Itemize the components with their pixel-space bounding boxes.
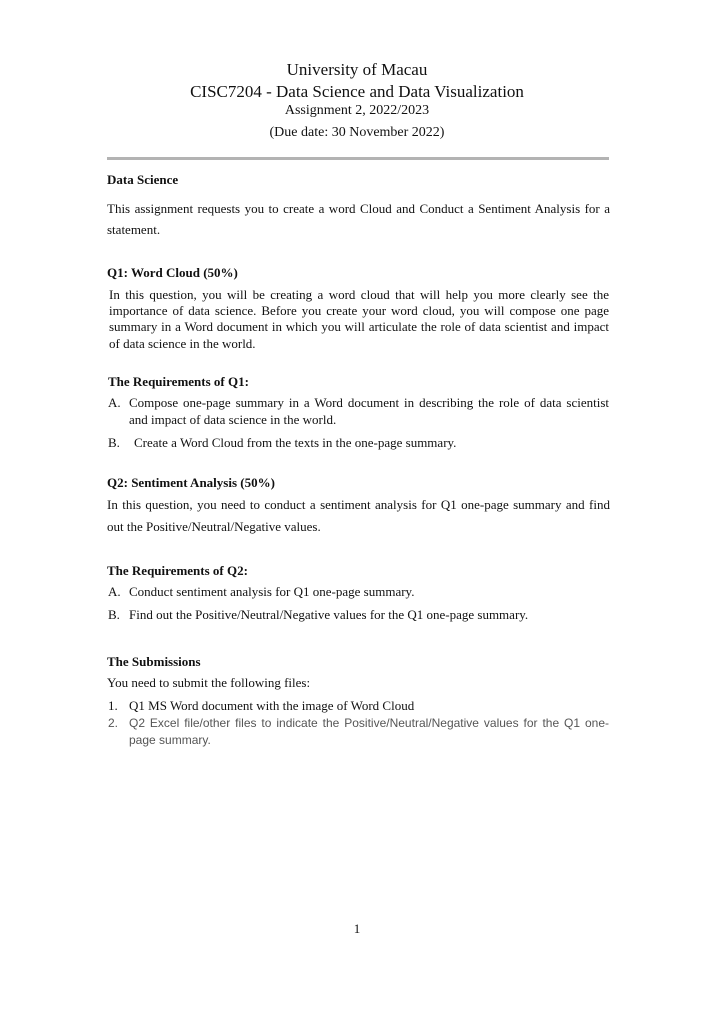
intro-line-1: This assignment requests you to create a word Cloud and Conduct a Sentiment Analysis for a [107,201,610,216]
intro-line-2: statement. [107,222,161,237]
q1-line-1: In this question, you will be creating a word cloud that will help you more clearly see the [109,287,609,302]
req-q1-a-line-1: Compose one-page summary in a Word document in describing the role of data scientist [129,395,609,410]
req-q2-a-text: Conduct sentiment analysis for Q1 one-page summary. [129,584,415,599]
req-q1-a-line-2: and impact of data science in the world. [129,412,337,427]
req-q1-a-marker: A. [108,395,121,410]
section-heading-q1: Q1: Word Cloud (50%) [107,265,238,280]
submission-item-2-line-1: Q2 Excel file/other files to indicate the Positive/Neutral/Negative values for the Q1 one- [129,716,609,730]
section-heading-q2: Q2: Sentiment Analysis (50%) [107,475,275,490]
q1-line-3: summary in a Word document in which you will articulate the role of data scientist and impact [109,319,609,334]
req-q2-b-marker: B. [108,607,120,622]
assignment-title: Assignment 2, 2022/2023 [284,103,430,118]
req-q2-a-marker: A. [108,584,121,599]
submissions-intro: You need to submit the following files: [107,675,311,690]
university-title: University of Macau [286,60,428,79]
due-date: (Due date: 30 November 2022) [269,125,445,140]
header-divider [107,157,609,160]
section-heading-req-q1: The Requirements of Q1: [108,374,249,389]
req-q2-b-text: Find out the Positive/Neutral/Negative values for the Q1 one-page summary. [129,607,529,622]
q1-line-2: importance of data science. Before you create your word cloud, you will compose one page [109,303,609,318]
section-heading-submissions: The Submissions [107,654,201,669]
q2-line-1: In this question, you need to conduct a sentiment analysis for Q1 one-page summary and find [107,497,610,512]
submission-item-2-marker: 2. [108,716,119,730]
submission-item-1-text: Q1 MS Word document with the image of Word Cloud [129,698,415,713]
q1-line-4: of data science in the world. [109,336,256,351]
submission-item-1-marker: 1. [108,698,118,713]
req-q1-b-text: Create a Word Cloud from the texts in the one-page summary. [134,435,457,450]
req-q1-b-marker: B. [108,435,120,450]
q2-line-2: out the Positive/Neutral/Negative values. [107,519,321,534]
page-number: 1 [353,921,361,936]
section-heading-data-science: Data Science [107,172,179,187]
section-heading-req-q2: The Requirements of Q2: [107,563,248,578]
submission-item-2-line-2: page summary. [129,733,211,747]
course-title: CISC7204 - Data Science and Data Visualization [190,82,524,101]
